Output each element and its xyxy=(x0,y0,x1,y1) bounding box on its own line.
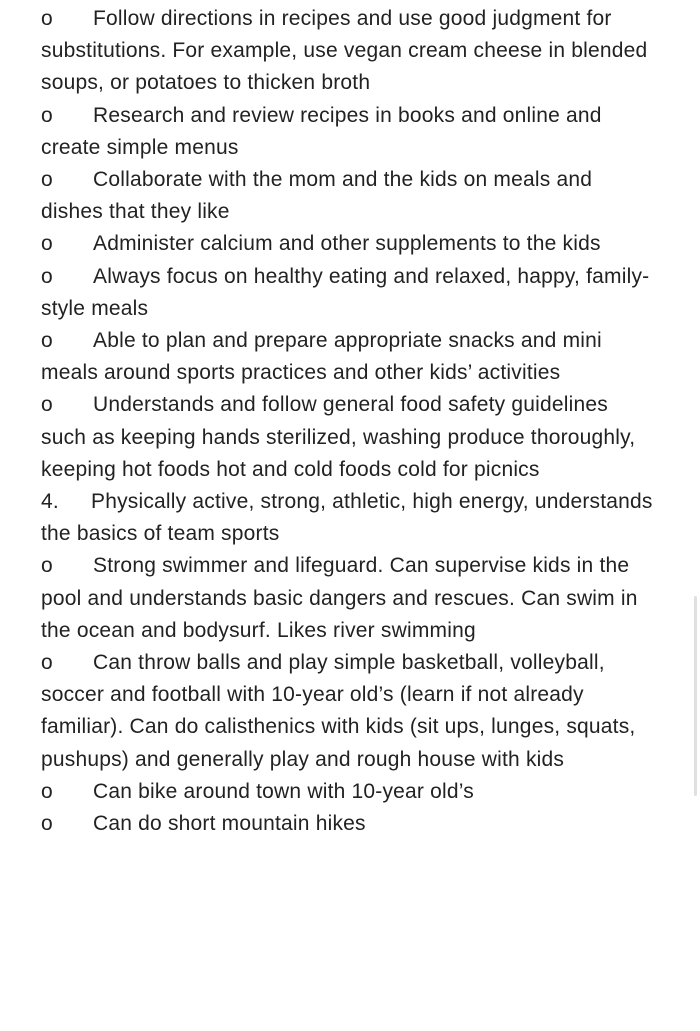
list-item xyxy=(41,647,656,776)
list-item xyxy=(41,325,656,389)
list-item-text: Research and review recipes in books and online and create simple menus xyxy=(41,103,602,159)
bullet-marker: o xyxy=(41,232,53,256)
bullet-marker: o xyxy=(41,812,53,836)
list-item-text: Can do short mountain hikes xyxy=(93,812,366,836)
bullet-marker: o xyxy=(41,651,53,675)
list-item-text: Follow directions in recipes and use good judgment for substitutions. For example, use vegan cream cheese in blended soups, or potatoes to thicken broth xyxy=(41,7,648,95)
bullet-marker: o xyxy=(41,103,53,127)
list-item xyxy=(41,100,656,164)
document-body xyxy=(41,3,656,840)
list-item-text: Collaborate with the mom and the kids on meals and dishes that they like xyxy=(41,168,593,224)
numbered-heading xyxy=(41,486,656,550)
list-item-text: Understands and follow general food safety guidelines such as keeping hands sterilized, washing produce thoroughly, keeping hot foods hot and cold foods cold for picnics xyxy=(41,393,636,481)
list-item-text: Strong swimmer and lifeguard. Can supervise kids in the pool and understands basic dangers and rescues. Can swim in the ocean and bodysurf. Likes river swimming xyxy=(41,554,638,642)
scrollbar[interactable] xyxy=(694,596,697,796)
list-item xyxy=(41,3,656,100)
list-item-text: Always focus on healthy eating and relaxed, happy, family-style meals xyxy=(41,264,650,320)
number-marker: 4. xyxy=(41,490,59,514)
bullet-marker: o xyxy=(41,554,53,578)
bullet-marker: o xyxy=(41,7,53,30)
heading-text: Physically active, strong, athletic, high energy, understands the basics of team sports xyxy=(41,490,653,546)
bullet-marker: o xyxy=(41,779,53,803)
list-item xyxy=(41,776,656,808)
list-item-text: Administer calcium and other supplements to the kids xyxy=(93,232,601,256)
bullet-marker: o xyxy=(41,393,53,417)
list-item xyxy=(41,550,656,647)
list-item-text: Can bike around town with 10-year old’s xyxy=(93,779,474,803)
list-item xyxy=(41,228,656,260)
bullet-marker: o xyxy=(41,264,53,288)
list-item-text: Able to plan and prepare appropriate snacks and mini meals around sports practices and other kids’ activities xyxy=(41,329,602,385)
bullet-marker: o xyxy=(41,329,53,353)
list-item xyxy=(41,808,656,840)
list-item xyxy=(41,261,656,325)
list-item-text: Can throw balls and play simple basketball, volleyball, soccer and football with 10-year old’s (learn if not already familiar). Can do calisthenics with kids (sit ups, lunges, squats, pushups) and generally play and rough house with kids xyxy=(41,651,636,771)
list-item xyxy=(41,389,656,486)
list-item xyxy=(41,164,656,228)
bullet-marker: o xyxy=(41,168,53,192)
